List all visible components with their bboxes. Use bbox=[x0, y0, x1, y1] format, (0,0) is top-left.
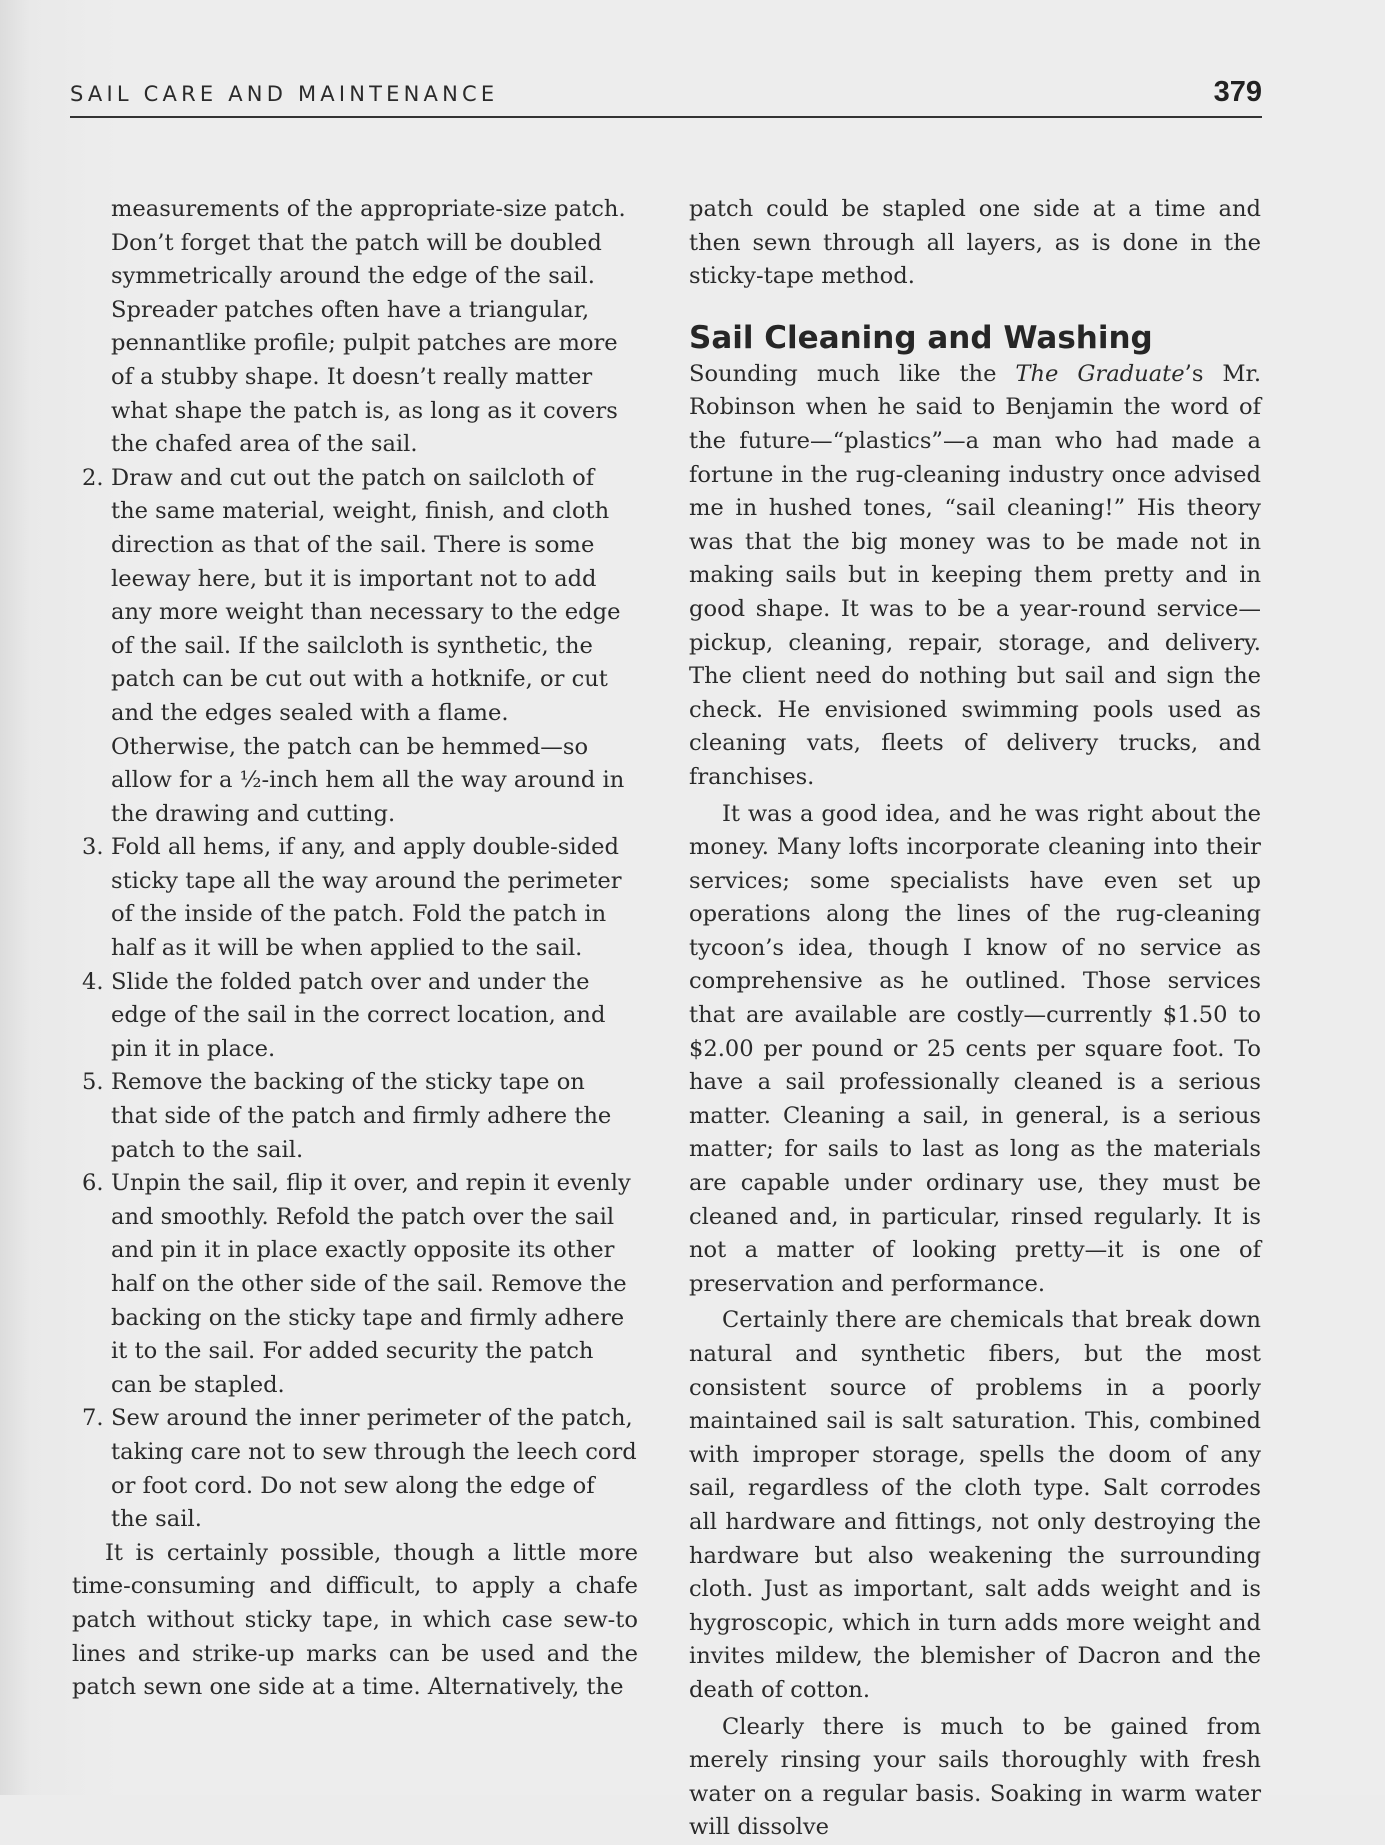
step-number: 2. bbox=[82, 464, 104, 491]
step-text: Fold all hems, if any, and apply double-sided sticky tape all the way around the perimeter of the inside of the patch. Fold the patch in half as it will be when applied to the sail. bbox=[111, 834, 622, 962]
step-text: Sew around the inner perimeter of the patch, taking care not to sew through the leech cord or foot cord. Do not sew along the edge of the sail. bbox=[111, 1405, 637, 1533]
list-item bbox=[72, 1402, 638, 1536]
paragraph-text: Sounding much like the bbox=[689, 360, 1016, 387]
section-heading: Sail Cleaning and Washing bbox=[689, 319, 1153, 356]
step-text: Remove the backing of the sticky tape on that side of the patch and firmly adhere the patch to the sail. bbox=[111, 1069, 612, 1163]
running-title: SAIL CARE AND MAINTENANCE bbox=[70, 82, 499, 106]
step-text: Draw and cut out the patch on sailcloth of the same material, weight, finish, and cloth direction as that of the sail. There is some leeway here, but it is important not to add any more weight than necessary to the edge of the sail. If the sailcloth is synthetic, the patch can be cut out with a hotknife, or cut and the edges sealed with a flame. Otherwise, the patch can be hemmed—so allow for a ½-inch hem all the way around in the drawing and cutting. bbox=[111, 464, 625, 827]
closing-paragraph: It is certainly possible, though a little more time-consuming and difficult, to apply a chafe patch without sticky tape, in which case sew-to lines and strike-up marks can be used and the patch sewn one side at a time. Alternatively, the bbox=[72, 1539, 638, 1701]
continued-paragraph: patch could be stapled one side at a time and then sewn through all layers, as is done in the sticky-tape method. bbox=[689, 196, 1261, 290]
list-item bbox=[72, 966, 638, 1067]
step-number: 5. bbox=[82, 1069, 104, 1096]
list-item bbox=[72, 462, 638, 832]
step-text: Unpin the sail, flip it over, and repin it evenly and smoothly. Refold the patch over the sail and pin it in place exactly opposite its other half on the other side of the sail. Remove the backing on the sticky tape and firmly adhere it to the sail. For added security the patch can be stapled. bbox=[111, 1170, 631, 1398]
right-column bbox=[689, 193, 1261, 1845]
body-paragraph: It was a good idea, and he was right about the money. Many lofts incorporate cleaning into their services; some specialists have even set up operations along the lines of the rug-cleaning tycoon’s idea, though I know of no service as comprehensive as he outlined. Those services that are available are costly—currently $1.50 to $2.00 per pound or 25 cents per square foot. To have a sail professionally cleaned is a serious matter. Cleaning a sail, in general, is a serious matter; for sails to last as long as the materials are capable under ordinary use, they must be cleaned and, in particular, rinsed regularly. It is not a matter of looking pretty—it is one of preservation and performance. bbox=[689, 800, 1261, 1297]
list-item bbox=[72, 1167, 638, 1402]
body-paragraph bbox=[689, 358, 1261, 795]
step-number: 7. bbox=[82, 1405, 104, 1432]
film-title: The Graduate bbox=[1015, 360, 1185, 387]
step-1-continuation: measurements of the appropriate-size patch. Don’t forget that the patch will be doubled symmetrically around the edge of the sail. Spreader patches often have a triangular, pennantlike profile; pulpit patches are more of a stubby shape. It doesn’t really matter what shape the patch is, as long as it covers the chafed area of the sail. bbox=[111, 196, 626, 458]
page-number: 379 bbox=[1213, 76, 1262, 108]
body-paragraph: Clearly there is much to be gained from merely rinsing your sails thoroughly with fresh water on a regular basis. Soaking in warm water will dissolve bbox=[689, 1713, 1261, 1841]
left-column bbox=[72, 193, 638, 1705]
step-number: 3. bbox=[82, 834, 104, 861]
step-number: 4. bbox=[82, 968, 104, 995]
list-item bbox=[72, 831, 638, 965]
running-header bbox=[70, 76, 1262, 118]
instruction-list bbox=[72, 462, 638, 1537]
body-paragraph: Certainly there are chemicals that break down natural and synthetic fibers, but the most consistent source of problems in a poorly maintained sail is salt saturation. This, combined with improper storage, spells the doom of any sail, regardless of the cloth type. Salt corrodes all hardware and fittings, not only destroying the hardware but also weakening the surrounding cloth. Just as important, salt adds weight and is hygroscopic, which in turn adds more weight and invites mildew, the blemisher of Dacron and the death of cotton. bbox=[689, 1307, 1261, 1703]
paragraph-text: ’s Mr. Robinson when he said to Benjamin the word of the future—“plastics”—a man who had made a fortune in the rug-cleaning industry once advised me in hushed tones, “sail cleaning!” His theory was that the big money was to be made not in making sails but in keeping them pretty and in good shape. It was to be a year-round service—pickup, cleaning, repair, storage, and delivery. The client need do nothing but sail and sign the check. He envisioned swimming pools used as cleaning vats, fleets of delivery trucks, and franchises. bbox=[689, 360, 1262, 790]
step-text: Slide the folded patch over and under the edge of the sail in the correct location, and pin it in place. bbox=[111, 968, 606, 1062]
list-item bbox=[72, 1066, 638, 1167]
step-number: 6. bbox=[82, 1170, 104, 1197]
